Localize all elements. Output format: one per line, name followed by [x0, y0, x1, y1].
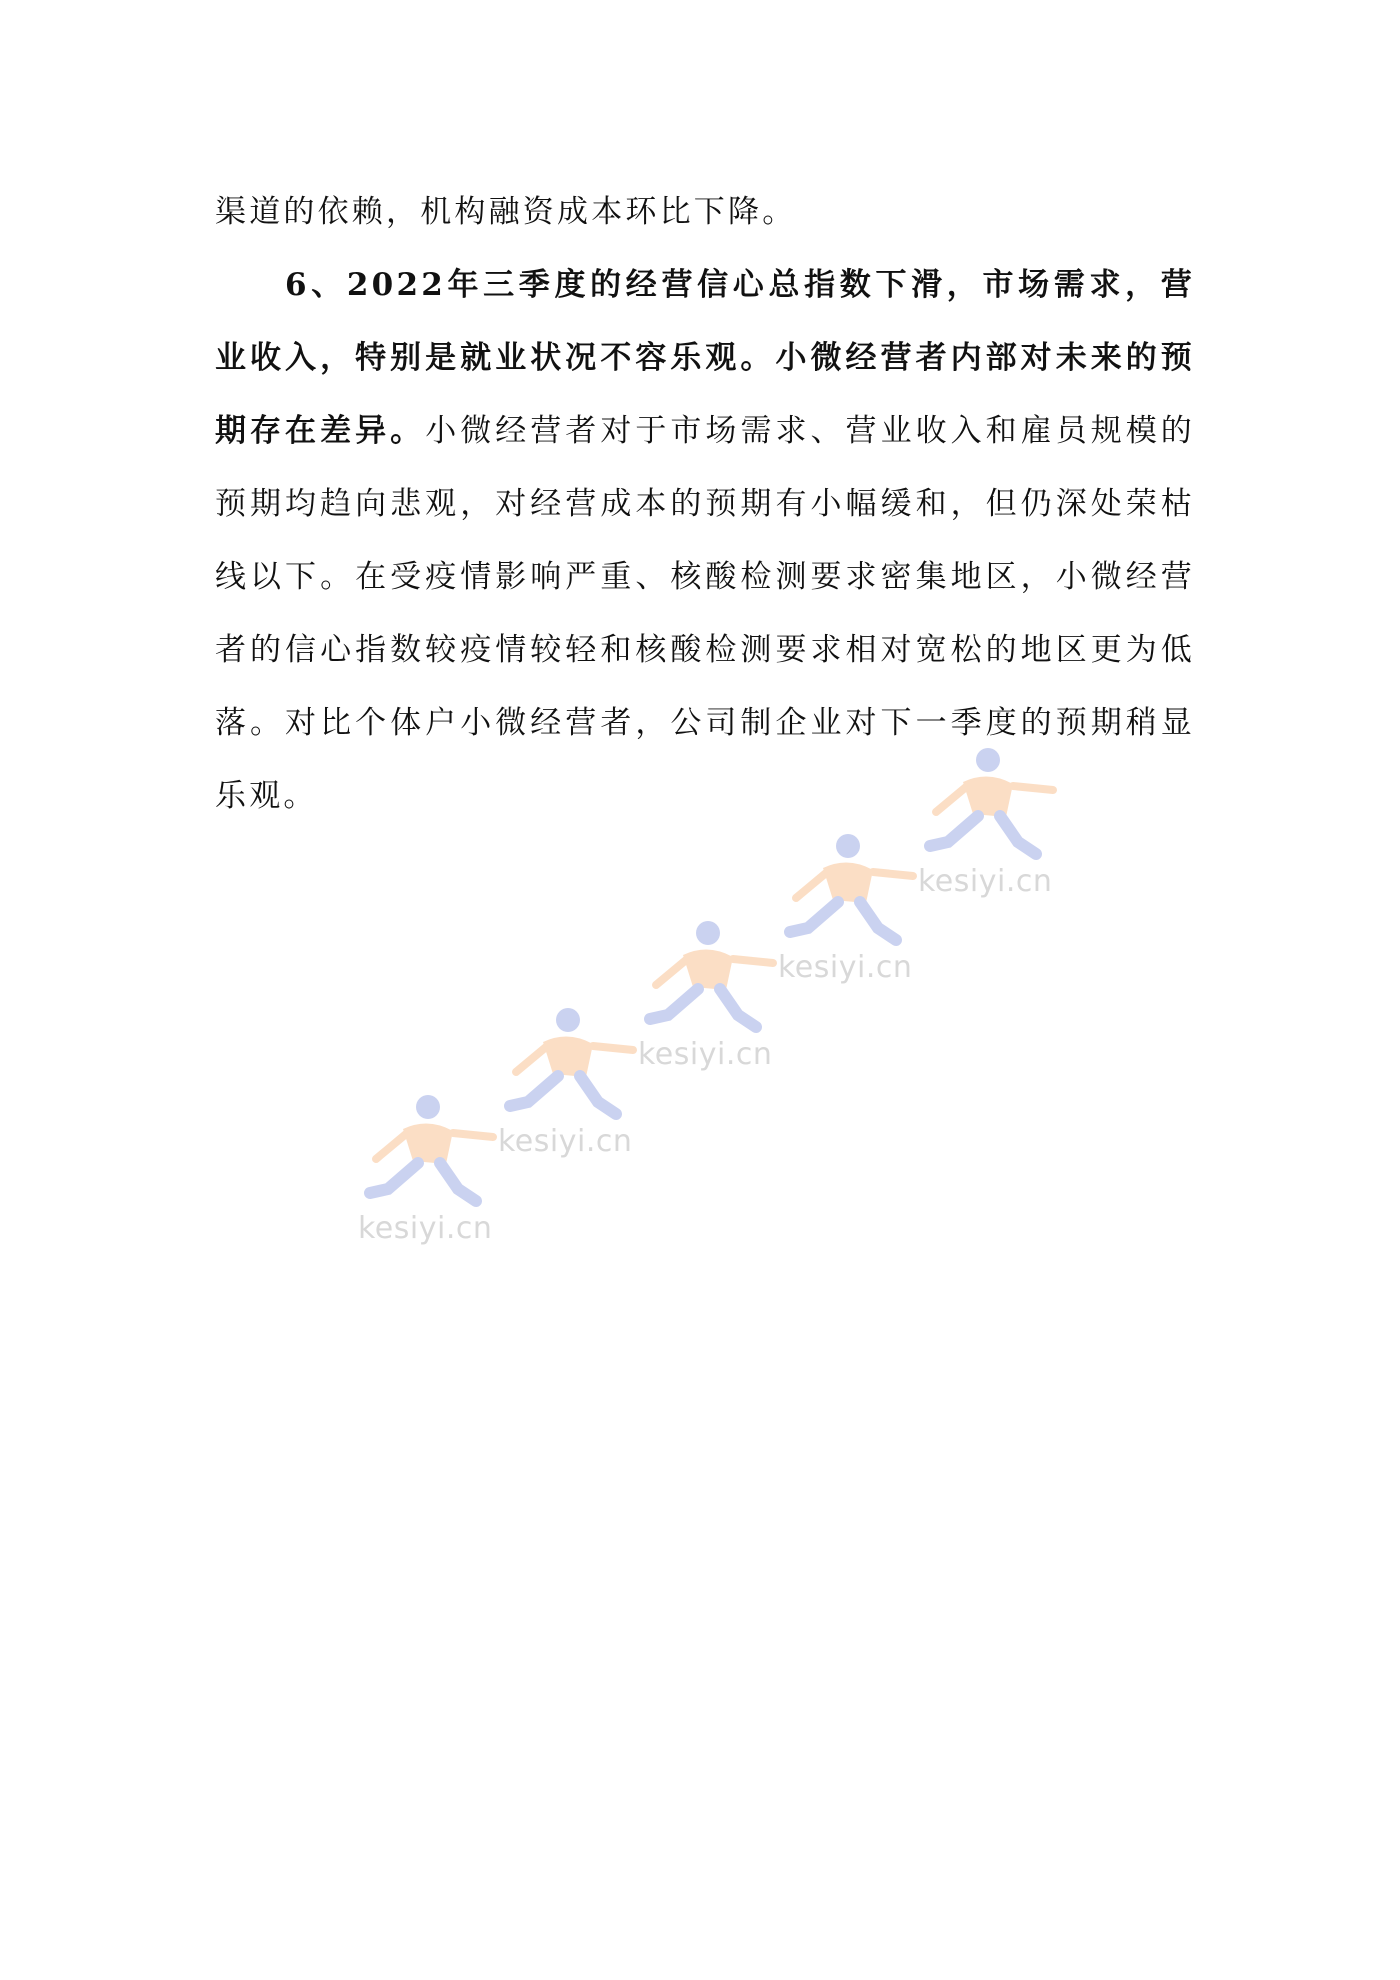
running-person-icon — [918, 742, 1068, 872]
watermark — [918, 742, 1068, 899]
watermark-text: kesiyi.cn — [358, 1211, 493, 1246]
running-person-icon — [358, 1089, 508, 1219]
paragraph-continuation — [215, 176, 1195, 249]
watermark-text: kesiyi.cn — [498, 1124, 633, 1159]
watermark — [638, 915, 788, 1072]
paragraph-1-text: 渠道的依赖，机构融资成本环比下降。 — [215, 194, 797, 230]
paragraph-6-bold-subheading: 小微经营者内部对未来的预期存在差异。 — [215, 340, 1195, 449]
watermark — [778, 828, 928, 985]
watermark — [358, 1089, 508, 1246]
watermark-text: kesiyi.cn — [778, 950, 913, 985]
running-person-icon — [498, 1002, 648, 1132]
running-person-icon — [638, 915, 788, 1045]
watermark — [498, 1002, 648, 1159]
watermark-text: kesiyi.cn — [638, 1037, 773, 1072]
running-person-icon — [778, 828, 928, 958]
paragraph-6-body: 小微经营者对于市场需求、营业收入和雇员规模的预期均趋向悲观，对经营成本的预期有小幅缓和，但仍深处荣枯线以下。在受疫情影响严重、核酸检测要求密集地区，小微经营者的信心指数较疫情较轻和核酸检测要求相对宽松的地区更为低落。对比个体户小微经营者，公司制企业对下一季度的预期稍显乐观。 — [215, 413, 1196, 814]
watermark-text: kesiyi.cn — [918, 864, 1053, 899]
body-text — [215, 176, 1195, 833]
paragraph-6-bold-heading: 6、2022年三季度的经营信心总指数下滑，市场需求，营业收入，特别是就业状况不容乐观。 — [215, 267, 1195, 376]
